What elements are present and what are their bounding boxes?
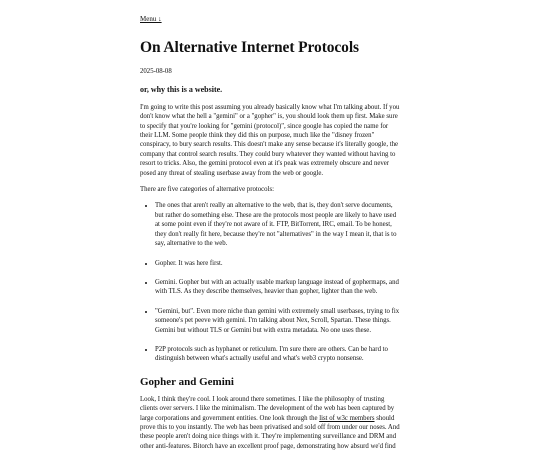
- categories-intro: There are five categories of alternative protocols:: [140, 186, 274, 194]
- list-item: • The ones that aren't really an alternative to the web, that is, they don't serve documents, but rather do something else. These are the protocols most people are likely to have used at some point even if they're not aware of it. FTP, BitTorrent, IRC, email. To be honest, they don't really fit here, because they're not "alternatives" in the way I mean it, that is to say, alternative to the web.: [155, 201, 402, 248]
- list-item: • Gopher. It was here first.: [155, 259, 402, 268]
- section-heading: Gopher and Gemini: [140, 375, 234, 388]
- post-subtitle: or, why this is a website.: [140, 84, 223, 94]
- section-text-after-link: should prove this to you instantly. The web has been privatised and sold off from under our noses. And these people aren't doing nice things with it. They're implementing surveillance and DRM and other anti-features. Bitorch have an excellent proof page, demonstrating how absurd we'd find: [140, 414, 400, 450]
- list-item: • "Gemini, but". Even more niche than gemini with extremely small userbases, trying to fix someone's pet peeve with gemini. I'm talking about Nex, Scroll, Spartan. These things. Gemini but without TLS or Gemini but with extra metadata. No one uses these.: [155, 307, 402, 335]
- list-item: • Gemini. Gopher but with an actually usable markup language instead of gophermaps, and with TLS. As they describe themselves, heavier than gopher, lighter than the web.: [155, 278, 402, 297]
- post-date: 2025-08-08: [140, 67, 172, 75]
- w3c-members-link[interactable]: list of w3c members: [319, 414, 375, 422]
- list-item: • P2P protocols such as hyphanet or reticulum. I'm sure there are others. Can be hard to distinguish between what's actually useful and what's web3 crypto nonsense.: [155, 345, 402, 364]
- page-title: On Alternative Internet Protocols: [140, 39, 359, 56]
- section-paragraph: [140, 395, 402, 451]
- menu-link[interactable]: Menu ↓: [140, 15, 162, 23]
- section-text-before-link: Look, I think they're cool. I look around there sometimes. I like the philosophy of trusting clients over servers. I like the minimalism. The development of the web has been captured by large corporations and government entities. One look through the: [140, 395, 395, 422]
- intro-paragraph: I'm going to write this post assuming you already basically know what I'm talking about. If you don't know what the hell a "gemini" or a "gopher" is, you should look them up first. Make sure to specify that you're looking for "gemini (protocol)", since google has copied the name for their LLM. Some people think they did this on purpose, much like the "disney frozen" conspiracy, to bury search results. This doesn't make any sense because it's literally google, the company that control search results. They could bury whatever they wanted without having to resort to tricks. Also, the gemini protocol even at it's peak was extremely obscure and never posed any threat of stealing userbase away from the web or google.: [140, 103, 400, 177]
- categories-list: [140, 201, 402, 363]
- article: [140, 8, 402, 451]
